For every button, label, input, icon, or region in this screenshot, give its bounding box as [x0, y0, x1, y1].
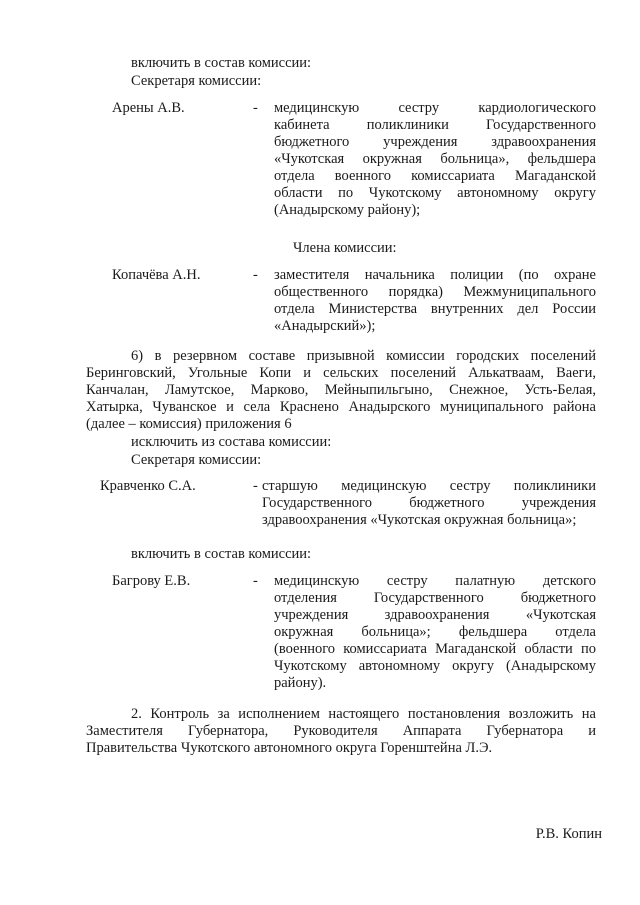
description-line: бюджетного учреждения здравоохранения — [274, 134, 596, 150]
description-line: Государственного бюджетного учреждения — [262, 495, 596, 511]
description-line: области по Чукотскому автономному округу — [274, 185, 596, 201]
paragraph-line: Хатырка, Чуванское и села Краснено Анадырского муниципального района — [86, 399, 596, 415]
paragraph-line: Заместителя Губернатора, Руководителя Аппарата Губернатора и — [86, 723, 596, 739]
description-line: (военного комиссариата Магаданской области по — [274, 641, 596, 657]
secretary-heading: Секретаря комиссии: — [131, 452, 262, 468]
description-line: медицинскую сестру палатную детского — [274, 573, 596, 589]
paragraph-2 — [86, 706, 596, 757]
description-line: «Анадырский»); — [274, 318, 376, 334]
exclude-heading: исключить из состава комиссии: — [131, 434, 332, 450]
member-heading: Члена комиссии: — [293, 240, 397, 256]
description-line: старшую медицинскую сестру поликлиники — [262, 478, 596, 494]
description-line: району). — [274, 675, 327, 691]
secretary-heading: Секретаря комиссии: — [131, 73, 262, 89]
description-line: медицинскую сестру кардиологического — [274, 100, 596, 116]
description-line: Чукотскому автономному округу (Анадырскому — [274, 658, 596, 674]
paragraph-line: Беринговский, Угольные Копи и сельских поселений Алькатваам, Ваеги, — [86, 365, 596, 381]
paragraph-line: (далее – комиссия) приложения 6 — [86, 416, 292, 432]
paragraph-line: Канчалан, Ламутское, Марково, Мейныпильгыно, Снежное, Усть-Белая, — [86, 382, 596, 398]
description-line: «Чукотская окружная больница», фельдшера — [274, 151, 596, 167]
description-line: отдела Министерства внутренних дел России — [274, 301, 596, 317]
description-line: здравоохранения «Чукотская окружная больница»; — [262, 512, 577, 528]
include-heading: включить в состав комиссии: — [131, 546, 312, 562]
person-description — [274, 267, 596, 335]
person-name: Багрову Е.В. — [112, 573, 191, 589]
paragraph-6 — [86, 348, 596, 433]
person-description — [274, 573, 596, 692]
paragraph-line: 6) в резервном составе призывной комиссии городских поселений — [131, 348, 596, 364]
person-description — [262, 478, 596, 529]
description-line: отдела военного комиссариата Магаданской — [274, 168, 596, 184]
description-line: (Анадырскому району); — [274, 202, 421, 218]
dash: - — [253, 100, 258, 116]
paragraph-line: Правительства Чукотского автономного округа Горенштейна Л.Э. — [86, 740, 493, 756]
dash: - — [253, 478, 258, 494]
description-line: учреждения здравоохранения «Чукотская — [274, 607, 596, 623]
description-line: отделения Государственного бюджетного — [274, 590, 596, 606]
include-heading: включить в состав комиссии: — [131, 55, 312, 71]
signature: Р.В. Копин — [535, 826, 602, 842]
person-name: Арены А.В. — [112, 100, 185, 116]
person-name: Копачёва А.Н. — [112, 267, 201, 283]
description-line: кабинета поликлиники Государственного — [274, 117, 596, 133]
person-description — [274, 100, 596, 219]
dash: - — [253, 573, 258, 589]
dash: - — [253, 267, 258, 283]
description-line: общественного порядка) Межмуниципального — [274, 284, 596, 300]
person-name: Кравченко С.А. — [100, 478, 196, 494]
description-line: окружная больница»; фельдшера отдела — [274, 624, 596, 640]
paragraph-line: 2. Контроль за исполнением настоящего постановления возложить на — [131, 706, 596, 722]
description-line: заместителя начальника полиции (по охране — [274, 267, 596, 283]
